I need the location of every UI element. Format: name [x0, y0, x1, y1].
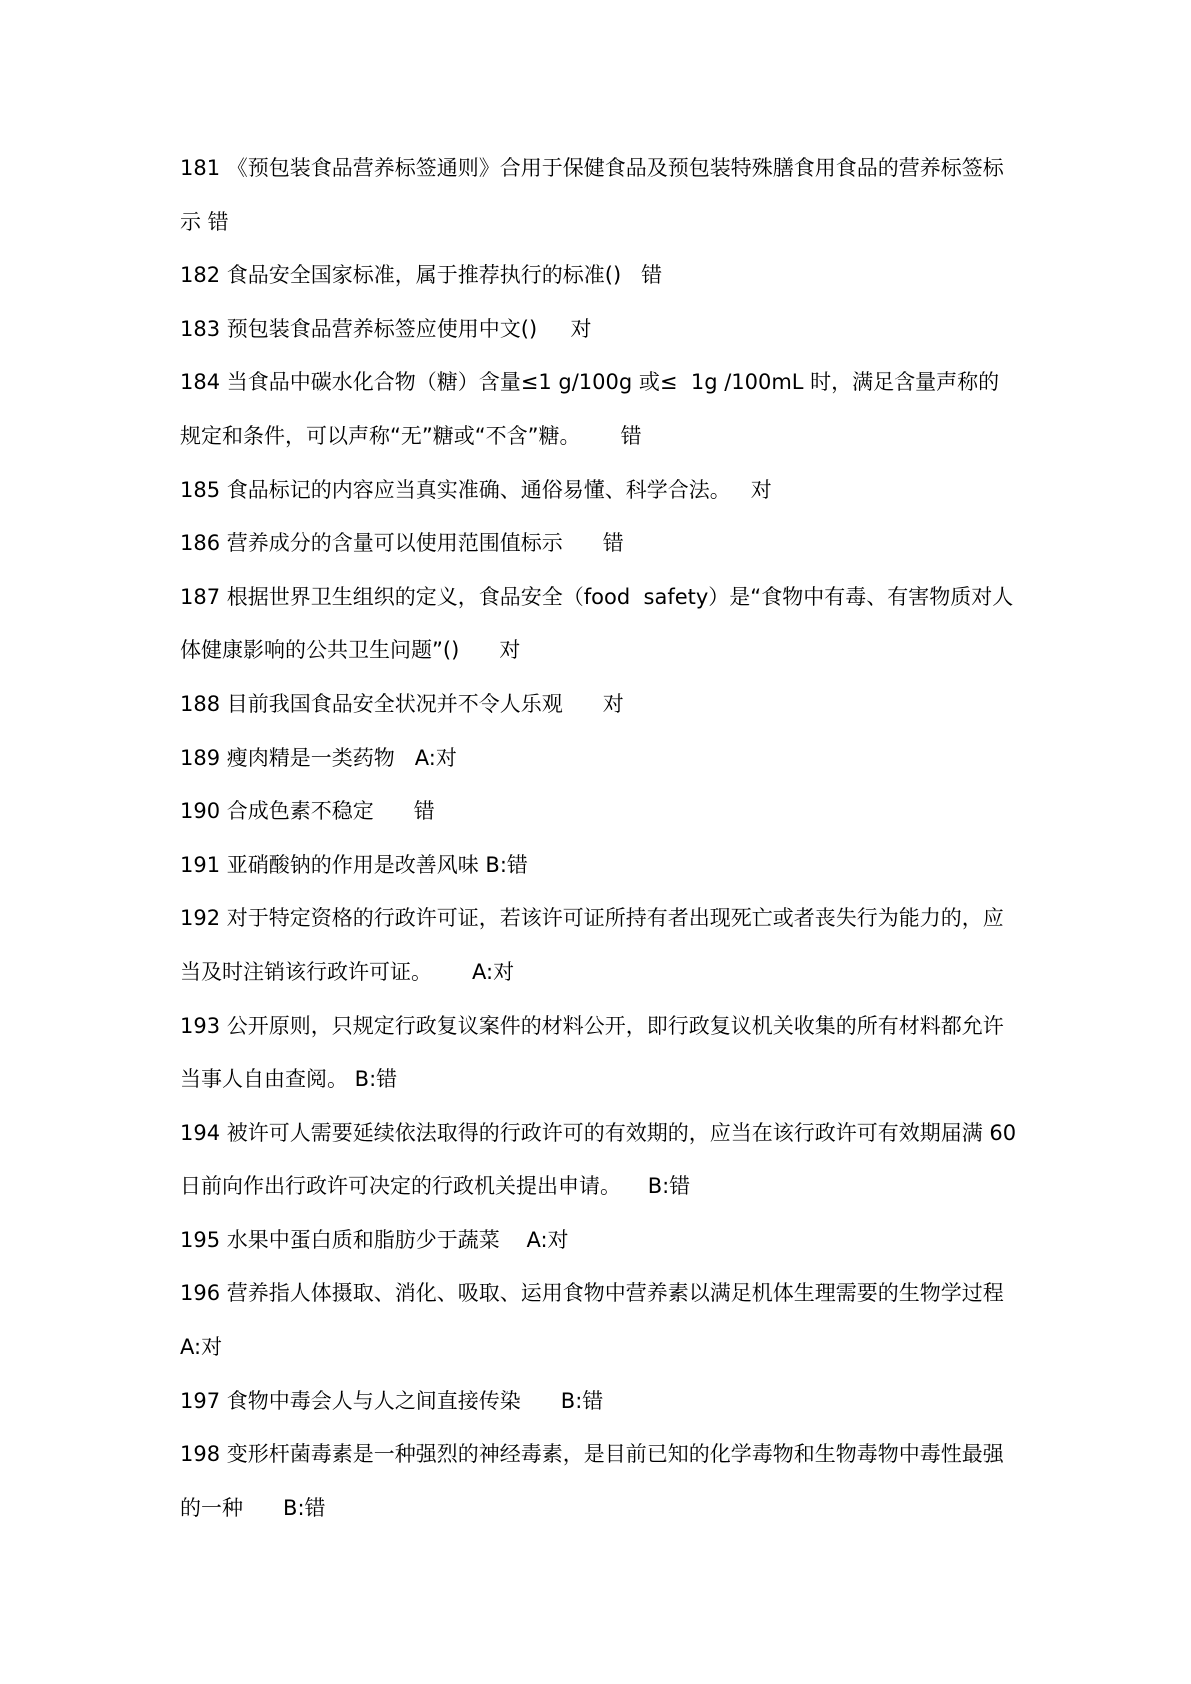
- question-list: [180, 142, 1031, 1535]
- question-198: 198 变形杆菌毒素是一种强烈的神经毒素，是目前已知的化学毒物和生物毒物中毒性最强的一种 B:错: [180, 1442, 1004, 1520]
- question-184: 184 当食品中碳水化合物（糖）含量≤1 g/100g 或≤ 1g /100mL 时，满足含量声称的规定和条件，可以声称“无”糖或“不含”糖。 错: [180, 370, 1000, 448]
- question-183: 183 预包装食品营养标签应使用中文() 对: [180, 316, 592, 341]
- question-185: 185 食品标记的内容应当真实准确、通俗易懂、科学合法。 对: [180, 477, 772, 502]
- question-195: 195 水果中蛋白质和脂肪少于蔬菜 A:对: [180, 1227, 569, 1252]
- question-192: 192 对于特定资格的行政许可证，若该许可证所持有者出现死亡或者丧失行为能力的，应当及时注销该行政许可证。 A:对: [180, 906, 1004, 984]
- question-190: 190 合成色素不稳定 错: [180, 799, 435, 824]
- question-187: 187 根据世界卫生组织的定义，食品安全（food safety）是“食物中有毒、有害物质对人体健康影响的公共卫生问题”() 对: [180, 584, 1014, 663]
- question-182: 182 食品安全国家标准，属于推荐执行的标准() 错: [180, 263, 663, 288]
- question-193: 193 公开原则，只规定行政复议案件的材料公开，即行政复议机关收集的所有材料都允许当事人自由查阅。 B:错: [180, 1013, 1004, 1092]
- question-194: 194 被许可人需要延续依法取得的行政许可的有效期的，应当在该行政许可有效期届满 60 日前向作出行政许可决定的行政机关提出申请。 B:错: [180, 1120, 1023, 1199]
- question-191: 191 亚硝酸钠的作用是改善风味 B:错: [180, 852, 528, 877]
- question-186: 186 营养成分的含量可以使用范围值标示 错: [180, 531, 624, 556]
- question-196: 196 营养指人体摄取、消化、吸取、运用食物中营养素以满足机体生理需要的生物学过程 A:对: [180, 1281, 1031, 1360]
- question-188: 188 目前我国食品安全状况并不令人乐观 对: [180, 691, 624, 716]
- question-197: 197 食物中毒会人与人之间直接传染 B:错: [180, 1388, 604, 1413]
- question-189: 189 瘦肉精是一类药物 A:对: [180, 745, 457, 770]
- question-181: 181 《预包装食品营养标签通则》合用于保健食品及预包装特殊膳食用食品的营养标签标示 错: [180, 156, 1004, 234]
